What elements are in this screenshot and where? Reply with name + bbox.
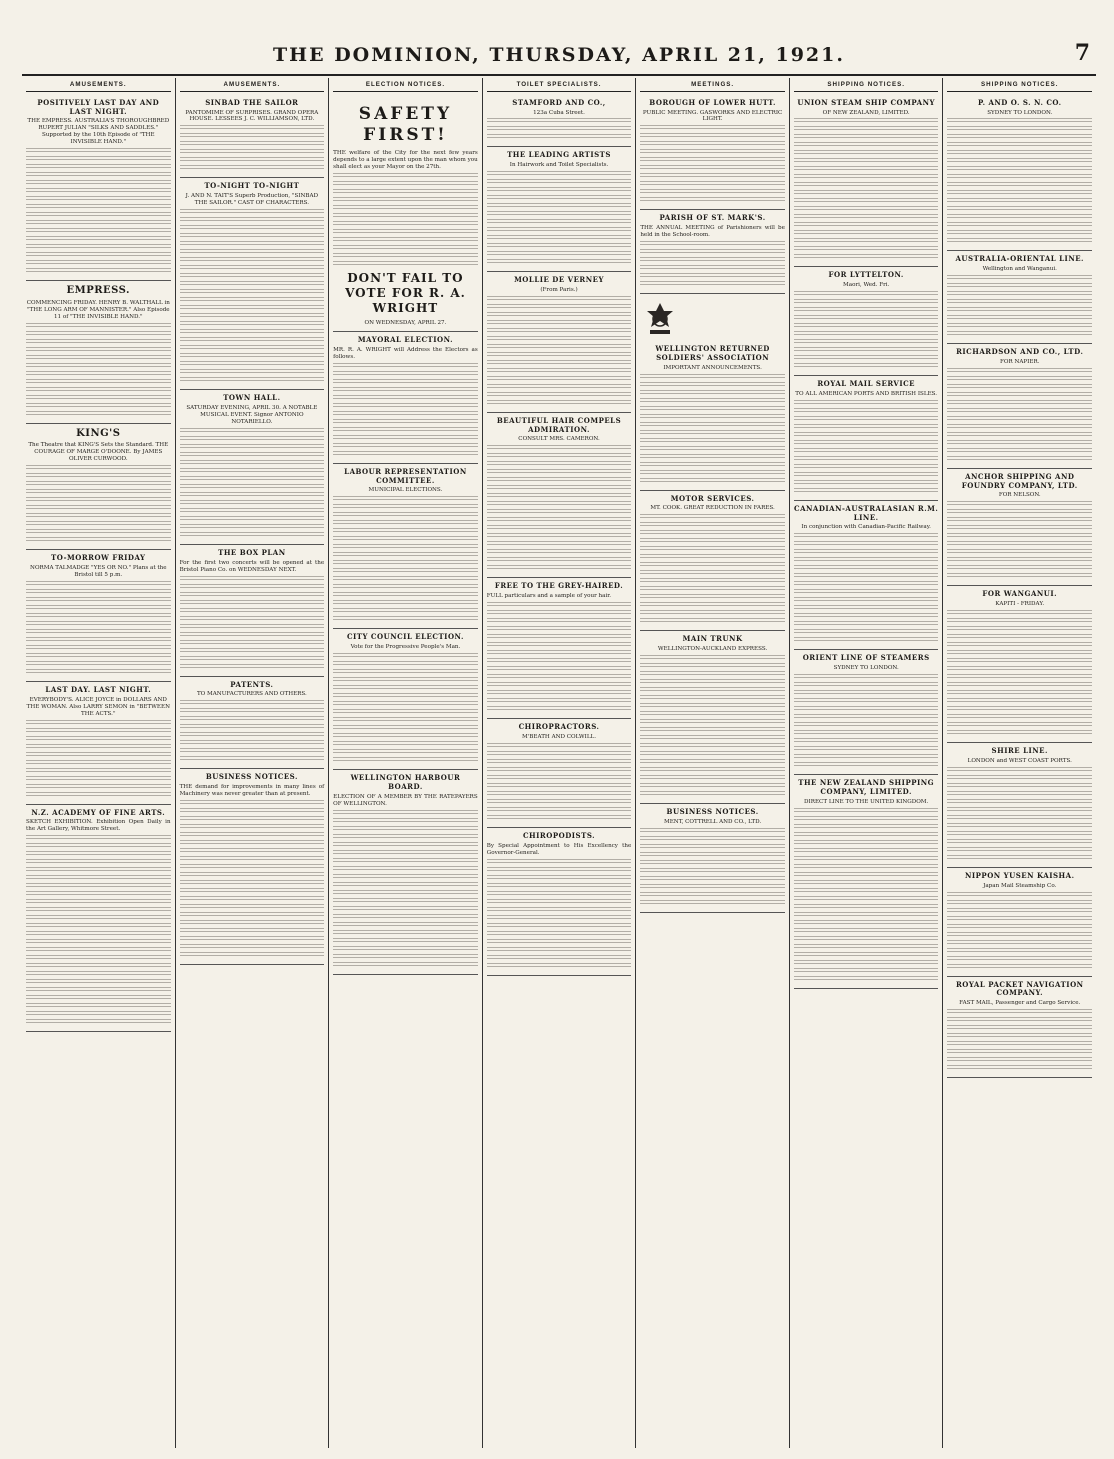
advert-text: MENT, COTTRELL AND CO., LTD. — [663, 818, 762, 825]
advert — [180, 178, 325, 390]
advert-title: FREE TO THE GREY-HAIRED. — [494, 581, 624, 591]
advert-text: FOR NELSON. — [998, 492, 1041, 499]
advert-title: ANCHOR SHIPPING AND FOUNDRY COMPANY, LTD. — [961, 471, 1078, 490]
advert-title: UNION STEAM SHIP COMPANY — [797, 97, 935, 107]
advert — [947, 344, 1092, 469]
advert-text: 123a Cuba Street. — [533, 109, 585, 116]
advert-text: CONSULT MRS. CAMERON. — [518, 436, 600, 443]
advert-text: (From Paris.) — [540, 286, 578, 293]
column-amusements-2 — [176, 78, 330, 1448]
advert-text: THE EMPRESS. AUSTRALIA'S THOROUGHBRED RUPERT JULIAN "SILKS AND SADDLES." Supported by the 10th Episode of "THE INVISIBLE HAND." — [27, 118, 170, 146]
rsa-emblem-icon — [640, 301, 680, 337]
advert — [947, 251, 1092, 344]
advert-text: KAPITI - FRIDAY. — [995, 601, 1045, 608]
advert — [26, 281, 171, 423]
advert-title: SINBAD THE SAILOR — [205, 97, 299, 107]
advert-title: ROYAL PACKET NAVIGATION COMPANY. — [955, 979, 1084, 998]
advert-title: CANADIAN-AUSTRALASIAN R.M. LINE. — [794, 503, 939, 522]
advert — [333, 464, 478, 629]
advert-title: TO-NIGHT TO-NIGHT — [204, 181, 300, 191]
newspaper-page — [22, 12, 1096, 1452]
advert — [640, 804, 785, 913]
advert-text: THE welfare of the City for the next few years depends to a large extent upon the man whom you shall elect as your Mayor on the 27th. — [333, 150, 478, 171]
advert — [794, 267, 939, 376]
masthead-title: THE DOMINION, THURSDAY, APRIL 21, 1921. — [273, 44, 845, 66]
masthead — [22, 38, 1096, 76]
advert-title: TO-MORROW FRIDAY — [51, 553, 146, 563]
advert — [640, 294, 785, 490]
advert-text: MR. R. A. WRIGHT will Address the Electors as follows. — [333, 346, 478, 360]
advert — [487, 272, 632, 413]
advert-title: STAMFORD AND CO., — [512, 97, 606, 107]
advert — [180, 677, 325, 770]
advert-title: WELLINGTON HARBOUR BOARD. — [350, 773, 461, 791]
advert-title: SHIRE LINE. — [991, 746, 1048, 756]
advert — [640, 631, 785, 804]
advert — [333, 332, 478, 464]
advert — [947, 868, 1092, 977]
advert-title: N.Z. ACADEMY OF FINE ARTS. — [31, 807, 166, 817]
advert-text: SYDNEY TO LONDON. — [987, 109, 1053, 116]
advert-title: CHIROPRACTORS. — [518, 722, 600, 732]
advert-text: Maori, Wed. Fri. — [843, 282, 890, 289]
advert — [640, 210, 785, 294]
advert-text: MT. COOK. GREAT REDUCTION IN FARES. — [650, 505, 775, 512]
advert-title: THE NEW ZEALAND SHIPPING COMPANY, LIMITED. — [798, 778, 935, 796]
advert — [640, 95, 785, 211]
vote-date: ON WEDNESDAY, APRIL 27. — [364, 320, 447, 327]
advert-text: SATURDAY EVENING, APRIL 30. A NOTABLE MUSICAL EVENT. Signor ANTONIO NOTARIELLO. — [186, 404, 318, 425]
advert-title: RICHARDSON AND CO., LTD. — [956, 347, 1084, 357]
advert — [26, 682, 171, 805]
advert — [794, 95, 939, 268]
advert-text: WELLINGTON-AUCKLAND EXPRESS. — [657, 646, 768, 653]
advert — [333, 95, 478, 332]
advert-title: LABOUR REPRESENTATION COMMITTEE. — [344, 466, 467, 485]
advert — [794, 501, 939, 650]
advert — [26, 424, 171, 550]
advert-text: SYDNEY TO LONDON. — [833, 665, 899, 672]
advert-text: For the first two concerts will be opened at the Bristol Piano Co. on WEDNESDAY NEXT. — [179, 559, 325, 573]
advert — [180, 545, 325, 677]
advert-title: PARISH OF ST. MARK'S. — [659, 213, 766, 223]
advert-title: THE BOX PLAN — [218, 547, 286, 557]
column-heading: ELECTION NOTICES. — [333, 78, 478, 92]
column-toilet-specialists — [483, 78, 637, 1448]
advert — [640, 491, 785, 632]
advert — [26, 95, 171, 281]
column-heading: SHIPPING NOTICES. — [947, 78, 1092, 92]
advert-text: FAST MAIL, Passenger and Cargo Service. — [959, 1000, 1081, 1007]
column-heading: AMUSEMENTS. — [26, 78, 171, 92]
column-meetings — [636, 78, 790, 1448]
advert-text: PANTOMIME OF SURPRISES. GRAND OPERA HOUSE. LESSEES J. C. WILLIAMSON, LTD. — [185, 109, 319, 123]
advert-text: OF NEW ZEALAND, LIMITED. — [822, 109, 910, 116]
advert — [794, 775, 939, 988]
advert — [947, 469, 1092, 586]
advert-title: FOR WANGANUI. — [982, 589, 1058, 599]
page-number: 7 — [1074, 40, 1090, 66]
advert-title: CITY COUNCIL ELECTION. — [346, 632, 464, 642]
advert — [947, 743, 1092, 868]
advert — [487, 578, 632, 719]
advert-text: M'BEATH AND COLWILL. — [522, 733, 597, 740]
advert-title: EMPRESS. — [66, 285, 131, 297]
advert-title: P. AND O. S. N. CO. — [977, 97, 1062, 107]
advert — [487, 719, 632, 828]
advert-text: TO ALL AMERICAN PORTS AND BRITISH ISLES. — [795, 390, 938, 397]
advert-title: BUSINESS NOTICES. — [666, 807, 759, 817]
advert — [487, 147, 632, 272]
advert-title: MOTOR SERVICES. — [670, 493, 755, 503]
advert-text: EVERYBODY'S. ALICE JOYCE in DOLLARS AND THE WOMAN. Also LARRY SEMON in "BETWEEN THE ACTS." — [26, 696, 170, 717]
column-heading: MEETINGS. — [640, 78, 785, 92]
advert-text: ELECTION OF A MEMBER BY THE RATEPAYERS OF WELLINGTON. — [333, 793, 478, 807]
advert-title: LAST DAY. LAST NIGHT. — [45, 684, 152, 694]
advert-text: COMMENCING FRIDAY. HENRY B. WALTHALL in "THE LONG ARM OF MANNISTER." Also Episode 11 of "THE INVISIBLE HAND." — [26, 299, 170, 320]
advert — [180, 95, 325, 179]
advert-text: J. AND N. TAIT'S Superb Production, "SINBAD THE SAILOR." CAST OF CHARACTERS. — [185, 193, 319, 207]
advert-title: POSITIVELY LAST DAY AND LAST NIGHT. — [37, 97, 160, 116]
advert-text: MUNICIPAL ELECTIONS. — [368, 487, 443, 494]
advert-text: FULL particulars and a sample of your hair. — [486, 593, 612, 600]
advert-text: Vote for the Progressive People's Man. — [350, 644, 461, 651]
advert — [180, 769, 325, 965]
advert-text: LONDON and WEST COAST PORTS. — [967, 757, 1072, 764]
advert-title: CHIROPODISTS. — [522, 830, 596, 840]
advert — [947, 586, 1092, 743]
advert — [487, 95, 632, 148]
advert-text: PUBLIC MEETING. GASWORKS AND ELECTRIC LIGHT. — [642, 109, 783, 123]
advert-text: TO MANUFACTURERS AND OTHERS. — [196, 691, 307, 698]
advert-title: MOLLIE DE VERNEY — [514, 275, 604, 285]
advert — [333, 629, 478, 770]
advert-title: WELLINGTON RETURNED SOLDIERS' ASSOCIATION — [655, 344, 770, 362]
advert-title: THE LEADING ARTISTS — [507, 150, 611, 160]
column-shipping-2 — [943, 78, 1096, 1448]
advert — [947, 95, 1092, 252]
advert-title: BUSINESS NOTICES. — [205, 772, 298, 782]
advert-text: NORMA TALMADGE "YES OR NO." Plans at the Bristol till 5 p.m. — [30, 564, 167, 578]
advert-text: IMPORTANT ANNOUNCEMENTS. — [663, 364, 762, 371]
column-heading: SHIPPING NOTICES. — [794, 78, 939, 92]
columns — [22, 78, 1096, 1448]
safety-first-headline: SAFETY FIRST! — [358, 103, 453, 145]
advert-title: MAIN TRUNK — [682, 634, 743, 644]
advert — [26, 550, 171, 682]
advert — [180, 390, 325, 545]
column-election-notices — [329, 78, 483, 1448]
advert-title: BOROUGH OF LOWER HUTT. — [649, 97, 776, 107]
advert-text: In Hairwork and Toilet Specialists. — [509, 162, 609, 169]
advert-title: ROYAL MAIL SERVICE — [817, 379, 915, 389]
advert-text: THE demand for improvements in many lines of Machinery was never greater than at present. — [179, 784, 325, 798]
column-amusements-1 — [22, 78, 176, 1448]
advert-title: MAYORAL ELECTION. — [357, 335, 454, 345]
advert-title: FOR LYTTELTON. — [828, 270, 904, 280]
advert-title: NIPPON YUSEN KAISHA. — [965, 870, 1075, 880]
column-heading: AMUSEMENTS. — [180, 78, 325, 92]
advert-text: By Special Appointment to His Excellency the Governor-General. — [486, 842, 632, 856]
advert-text: SKETCH EXHIBITION. Exhibition Open Daily in the Art Gallery, Whitmore Street. — [26, 819, 171, 833]
advert-title: PATENTS. — [230, 679, 274, 689]
advert-title: ORIENT LINE OF STEAMERS — [802, 653, 930, 663]
vote-headline: DON'T FAIL TO VOTE FOR R. A. WRIGHT — [345, 271, 466, 316]
advert — [794, 376, 939, 501]
advert — [333, 770, 478, 974]
advert-text: In conjunction with Canadian-Pacific Railway. — [801, 524, 931, 531]
column-heading: TOILET SPECIALISTS. — [487, 78, 632, 92]
advert-text: Wellington and Wanganui. — [982, 266, 1057, 273]
advert — [26, 805, 171, 1033]
advert — [947, 977, 1092, 1078]
advert-text: The Theatre that KING'S Sets the Standard. THE COURAGE OF MARGE O'DOONE. By JAMES OLIVER CURWOOD. — [28, 442, 169, 463]
advert-text: Japan Mail Steamship Co. — [983, 882, 1057, 889]
advert-text: FOR NAPIER. — [1000, 358, 1040, 365]
advert-title: BEAUTIFUL HAIR COMPELS ADMIRATION. — [496, 415, 622, 434]
advert-title: TOWN HALL. — [223, 393, 281, 403]
advert-title: KING'S — [76, 427, 121, 439]
advert-text: DIRECT LINE TO THE UNITED KINGDOM. — [804, 798, 929, 805]
advert-text: THE ANNUAL MEETING of Parishioners will be held in the School-room. — [640, 225, 785, 239]
advert — [487, 413, 632, 578]
advert — [794, 650, 939, 775]
advert-title: AUSTRALIA-ORIENTAL LINE. — [955, 254, 1084, 264]
column-shipping-1 — [790, 78, 944, 1448]
advert — [487, 828, 632, 976]
